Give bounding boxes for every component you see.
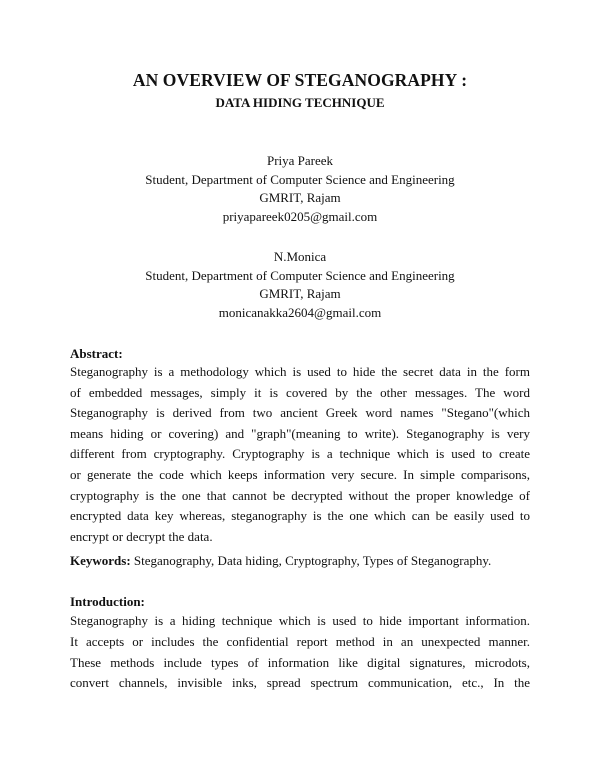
author-institution: GMRIT, Rajam [259, 286, 341, 301]
abstract-line: means hiding or covering) and "graph"(meaning to write). Steganography is very [70, 425, 530, 441]
abstract-line: encrypt or decrypt the data. [70, 528, 213, 544]
author-affiliation: Student, Department of Computer Science and Engineering [145, 267, 455, 283]
author-email: monicanakka2604@gmail.com [218, 304, 382, 320]
abstract-line: of embedded messages, simply it is covered by the other messages. The word [70, 384, 530, 400]
introduction-line: convert channels, invisible inks, spread spectrum communication, etc., In the [70, 675, 530, 691]
introduction-body [70, 611, 530, 694]
paper-title: AN OVERVIEW OF STEGANOGRAPHY : [132, 70, 468, 90]
abstract-heading: Abstract: [70, 346, 123, 361]
keywords-text: Steganography, Data hiding, Cryptography, Types of Steganography. [130, 553, 492, 568]
author-block [0, 248, 600, 322]
abstract-line: different from cryptography. Cryptography is a technique which is used to create [70, 446, 530, 462]
keywords [70, 553, 491, 569]
introduction-heading: Introduction: [70, 594, 145, 609]
abstract-line: Steganography is derived from two ancient Greek word names "Stegano"(which [70, 405, 530, 421]
author-affiliation: Student, Department of Computer Science and Engineering [145, 171, 455, 187]
abstract-body [70, 362, 530, 547]
author-institution: GMRIT, Rajam [259, 190, 341, 205]
author-name: Priya Pareek [266, 153, 334, 168]
introduction-line: These methods include types of information like digital signatures, microdots, [70, 654, 530, 670]
keywords-label: Keywords: [70, 553, 131, 568]
introduction-line: It accepts or includes the confidential report method in an unexpected manner. [70, 633, 530, 649]
abstract-line: cryptography is the one that cannot be decrypted without the proper knowledge of [70, 487, 530, 503]
author-email: priyapareek0205@gmail.com [222, 208, 378, 224]
introduction-line: Steganography is a hiding technique which is used to hide important information. [70, 613, 530, 628]
author-name: N.Monica [273, 249, 327, 264]
paper-subtitle: DATA HIDING TECHNIQUE [215, 95, 385, 110]
author-block [0, 152, 600, 226]
abstract-line: encrypted data key whereas, steganography is the one which can be easily used to [70, 508, 530, 524]
abstract-line: or generate the code which keeps information very secure. In simple comparisons, [70, 466, 530, 482]
abstract-line: Steganography is a methodology which is used to hide the secret data in the form [70, 364, 530, 379]
